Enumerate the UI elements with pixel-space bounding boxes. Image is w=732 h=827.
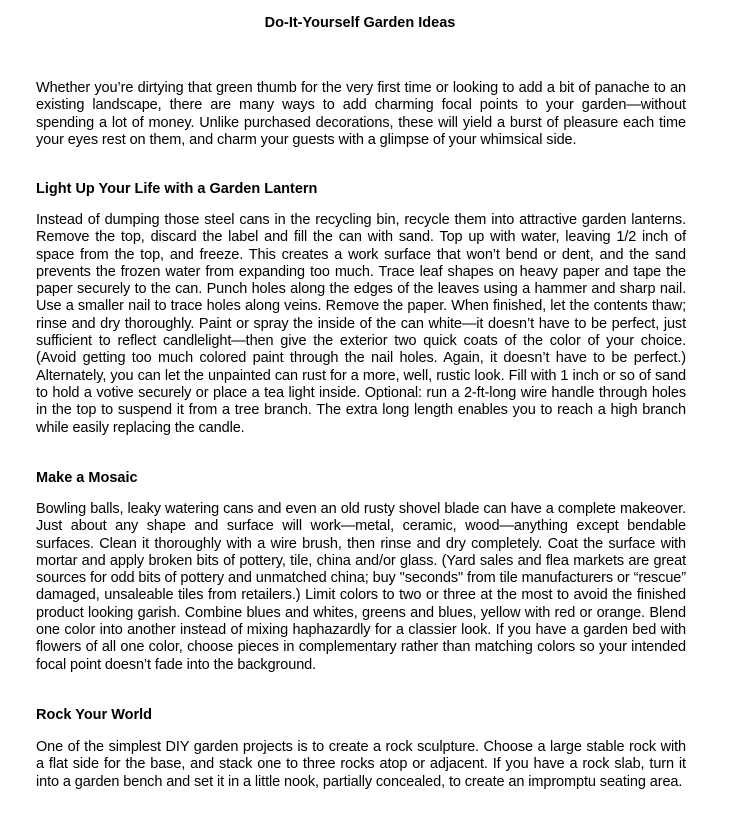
section-body-garden-lantern: Instead of dumping those steel cans in the recycling bin, recycle them into attractive garden lanterns. Remove the top, discard the label and fill the can with sand. Top up with water, leaving 1/2 inch of space from the top, and freeze. This creates a work surface that won’t bend or dent, and the sand prevents the frozen water from expanding too much. Trace leaf shapes on heavy paper and tape the paper securely to the can. Punch holes along the edges of the leaves using a hammer and sharp nail. Use a smaller nail to trace holes along veins. Remove the paper. When finished, let the contents thaw; rinse and dry thoroughly. Paint or spray the inside of the can white—it doesn’t have to be perfect, just sufficient to reflect candlelight—then give the exterior two quick coats of the color of your choice. (Avoid getting too much colored paint through the nail holes. Again, it doesn’t have to be perfect.) Alternately, you can let the unpainted can rust for a more, well, rustic look. Fill with 1 inch or so of sand to hold a votive securely or place a tea light inside. Optional: run a 2-ft-long wire handle through holes in the top to suspend it from a tree branch. The extra long length enables you to reach a high branch while easily replacing the candle. <box>36 212 686 436</box>
document-title: Do-It-Yourself Garden Ideas <box>264 15 456 31</box>
section-heading-garden-lantern: Light Up Your Life with a Garden Lantern <box>36 181 318 197</box>
section-heading-rock-your-world: Rock Your World <box>36 707 153 723</box>
section-body-rock-your-world: One of the simplest DIY garden projects is to create a rock sculpture. Choose a large stable rock with a flat side for the base, and stack one to three rocks atop or adjacent. If you have a rock slab, turn it into a garden bench and set it in a little nook, partially concealed, to create an impromptu seating area. <box>36 739 686 790</box>
intro-paragraph: Whether you’re dirtying that green thumb for the very first time or looking to add a bit of panache to an existing landscape, there are many ways to add charming focal points to your garden—without spending a lot of money. Unlike purchased decorations, these will yield a burst of pleasure each time your eyes rest on them, and charm your guests with a glimpse of your whimsical side. <box>36 80 686 148</box>
section-body-mosaic: Bowling balls, leaky watering cans and even an old rusty shovel blade can have a complete makeover. Just about any shape and surface will work—metal, ceramic, wood—anything except bendable surfaces. Clean it thoroughly with a wire brush, then rinse and dry completely. Coat the surface with mortar and apply broken bits of pottery, tile, china and/or glass. (Yard sales and flea markets are great sources for odd bits of pottery and unmatched china; buy "seconds" from tile manufacturers or “rescue” damaged, unsaleable tiles from retailers.) Limit colors to two or three at the most to avoid the finished product looking garish. Combine blues and whites, greens and blues, yellow with red or orange. Blend one color into another instead of mixing haphazardly for a classier look. If you have a garden bed with flowers of all one color, choose pieces in complementary rather than matching colors so your intended focal point doesn’t fade into the background. <box>36 501 686 673</box>
section-heading-mosaic: Make a Mosaic <box>36 470 138 486</box>
